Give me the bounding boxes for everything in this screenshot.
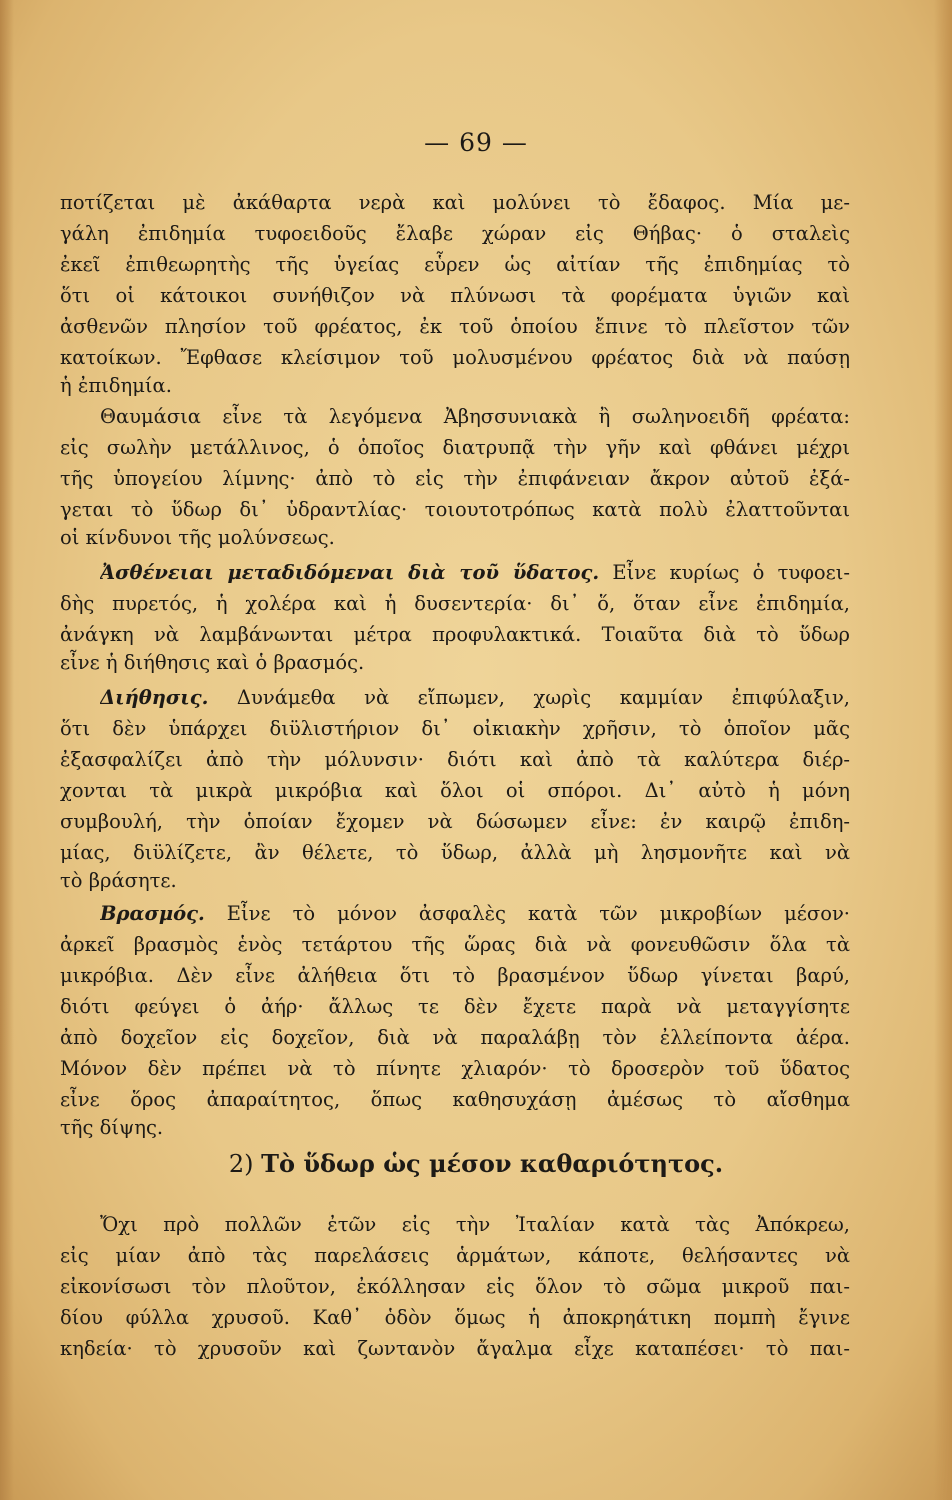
paragraph-3-line-2: δὴς πυρετός, ἡ χολέρα καὶ ἡ δυσεντερία· δι᾽ ὅ, ὅταν εἶνε ἐπιδημία, (60, 592, 850, 615)
paragraph-4-line-6: μίας, διϋλίζετε, ἂν θέλετε, τὸ ὕδωρ, ἀλλὰ μὴ λησμονῆτε καὶ νὰ (60, 841, 850, 864)
paragraph-4-line-7: τὸ βράσητε. (60, 869, 177, 892)
closing-line-4: δίου φύλλα χρυσοῦ. Καθ᾽ ὁδὸν ὅμως ἡ ἀποκρηάτικη πομπὴ ἔγινε (60, 1306, 850, 1329)
paragraph-1-line-4: ὅτι οἱ κάτοικοι συνήθιζον νὰ πλύνωσι τὰ φορέματα ὑγιῶν καὶ (60, 284, 850, 307)
paragraph-4-line-5: συμβουλή, τὴν ὁποίαν ἔχομεν νὰ δώσωμεν εἶνε: ἐν καιρῷ ἐπιδη- (60, 810, 850, 833)
paragraph-1-line-5: ἀσθενῶν πλησίον τοῦ φρέατος, ἐκ τοῦ ὁποίου ἔπινε τὸ πλεῖστον τῶν (60, 315, 850, 338)
paragraph-2-line-2: εἰς σωλὴν μετάλλινος, ὁ ὁποῖος διατρυπᾷ τὴν γῆν καὶ φθάνει μέχρι (60, 436, 850, 459)
paragraph-5-line-5: ἀπὸ δοχεῖον εἰς δοχεῖον, διὰ νὰ παραλάβῃ τὸν ἐλλείποντα ἀέρα. (60, 1026, 850, 1049)
paragraph-4-line-1-text: Δυνάμεθα νὰ εἴπωμεν, χωρὶς καμμίαν ἐπιφύλαξιν, (208, 686, 850, 709)
paragraph-3-italic-lead: Ἀσθένειαι μεταδιδόμεναι διὰ τοῦ ὕδατος. (100, 561, 600, 584)
paragraph-5-line-8: τῆς δίψης. (60, 1116, 164, 1139)
paragraph-5-line-1-text: Εἶνε τὸ μόνον ἀσφαλὲς κατὰ τῶν μικροβίων μέσον· (204, 902, 850, 925)
paragraph-2-line-3: τῆς ὑπογείου λίμνης· ἀπὸ τὸ εἰς τὴν ἐπιφάνειαν ἄκρον αὐτοῦ ἐξά- (60, 467, 850, 490)
section-heading (0, 1147, 952, 1181)
paragraph-3-line-1-text: Εἶνε κυρίως ὁ τυφοει- (599, 561, 850, 584)
paragraph-5-italic-lead: Βρασμός. (100, 902, 205, 925)
closing-line-5: κηδεία· τὸ χρυσοῦν καὶ ζωντανὸν ἄγαλμα εἶχε καταπέσει· τὸ παι- (60, 1337, 850, 1360)
paragraph-4-line-2: ὅτι δὲν ὑπάρχει διϋλιστήριον δι᾽ οἰκιακὴν χρῆσιν, τὸ ὁποῖον μᾶς (60, 717, 850, 740)
paragraph-5-line-4: διότι φεύγει ὁ ἀήρ· ἄλλως τε δὲν ἔχετε παρὰ νὰ μεταγγίσητε (60, 995, 850, 1018)
closing-line-1: Ὄχι πρὸ πολλῶν ἐτῶν εἰς τὴν Ἰταλίαν κατὰ τὰς Ἀπόκρεω, (100, 1213, 850, 1236)
paragraph-3-line-3: ἀνάγκη νὰ λαμβάνωνται μέτρα προφυλακτικά. Τοιαῦτα διὰ τὸ ὕδωρ (60, 623, 850, 646)
closing-line-3: εἰκονίσωσι τὸν πλοῦτον, ἐκόλλησαν εἰς ὅλον τὸ σῶμα μικροῦ παι- (60, 1275, 850, 1298)
paragraph-5-line-7: εἶνε ὅρος ἀπαραίτητος, ὅπως καθησυχάσῃ ἀμέσως τὸ αἴσθημα (60, 1088, 850, 1111)
page-number: — 69 — (424, 128, 528, 157)
paragraph-5-line-6: Μόνον δὲν πρέπει νὰ τὸ πίνητε χλιαρόν· τὸ δροσερὸν τοῦ ὕδατος (60, 1057, 850, 1080)
paragraph-1-line-7: ἡ ἐπιδημία. (60, 374, 172, 397)
paragraph-2-line-5: οἱ κίνδυνοι τῆς μολύνσεως. (60, 526, 335, 549)
paragraph-2-line-4: γεται τὸ ὕδωρ δι᾽ ὑδραντλίας· τοιουτοτρόπως κατὰ πολὺ ἐλαττοῦνται (60, 498, 850, 521)
paragraph-5-line-3: μικρόβια. Δὲν εἶνε ἀλήθεια ὅτι τὸ βρασμένον ὕδωρ γίνεται βαρύ, (60, 964, 850, 987)
section-number: 2) (228, 1150, 254, 1178)
paragraph-3-line-4: εἶνε ἡ διήθησις καὶ ὁ βρασμός. (60, 651, 365, 674)
paragraph-1-line-3: ἐκεῖ ἐπιθεωρητὴς τῆς ὑγείας εὗρεν ὡς αἰτίαν τῆς ἐπιδημίας τὸ (60, 253, 850, 276)
paragraph-4-line-3: ἐξασφαλίζει ἀπὸ τὴν μόλυνσιν· διότι καὶ ἀπὸ τὰ καλύτερα διέρ- (60, 748, 850, 771)
page-edge-shadow-left (0, 0, 14, 1500)
section-title: Τὸ ὕδωρ ὡς μέσον καθαριότητος. (261, 1149, 724, 1178)
paragraph-2-line-1: Θαυμάσια εἶνε τὰ λεγόμενα Ἀβησσυνιακὰ ἢ σωληνοειδῆ φρέατα: (100, 405, 850, 428)
paragraph-1-line-1: ποτίζεται μὲ ἀκάθαρτα νερὰ καὶ μολύνει τὸ ἔδαφος. Μία με- (60, 191, 850, 214)
paragraph-5-line-2: ἀρκεῖ βρασμὸς ἑνὸς τετάρτου τῆς ὥρας διὰ νὰ φονευθῶσιν ὅλα τὰ (60, 933, 850, 956)
paragraph-4-line-4: χονται τὰ μικρὰ μικρόβια καὶ ὅλοι οἱ σπόροι. Δι᾽ αὐτὸ ἡ μόνη (60, 779, 850, 802)
paragraph-4-italic-lead: Διήθησις. (100, 686, 209, 709)
closing-line-2: εἰς μίαν ἀπὸ τὰς παρελάσεις ἁρμάτων, κάποτε, θελήσαντες νὰ (60, 1244, 850, 1267)
page-edge-shadow-right (934, 0, 952, 1500)
paragraph-1-line-2: γάλη ἐπιδημία τυφοειδοῦς ἔλαβε χώραν εἰς Θήβας· ὁ σταλεὶς (60, 222, 850, 245)
paragraph-1-line-6: κατοίκων. Ἔφθασε κλείσιμον τοῦ μολυσμένου φρέατος διὰ νὰ παύσῃ (60, 346, 850, 369)
paragraph-5-line-1 (100, 899, 850, 928)
paragraph-3-line-1 (100, 558, 850, 587)
paragraph-4-line-1 (100, 683, 850, 712)
